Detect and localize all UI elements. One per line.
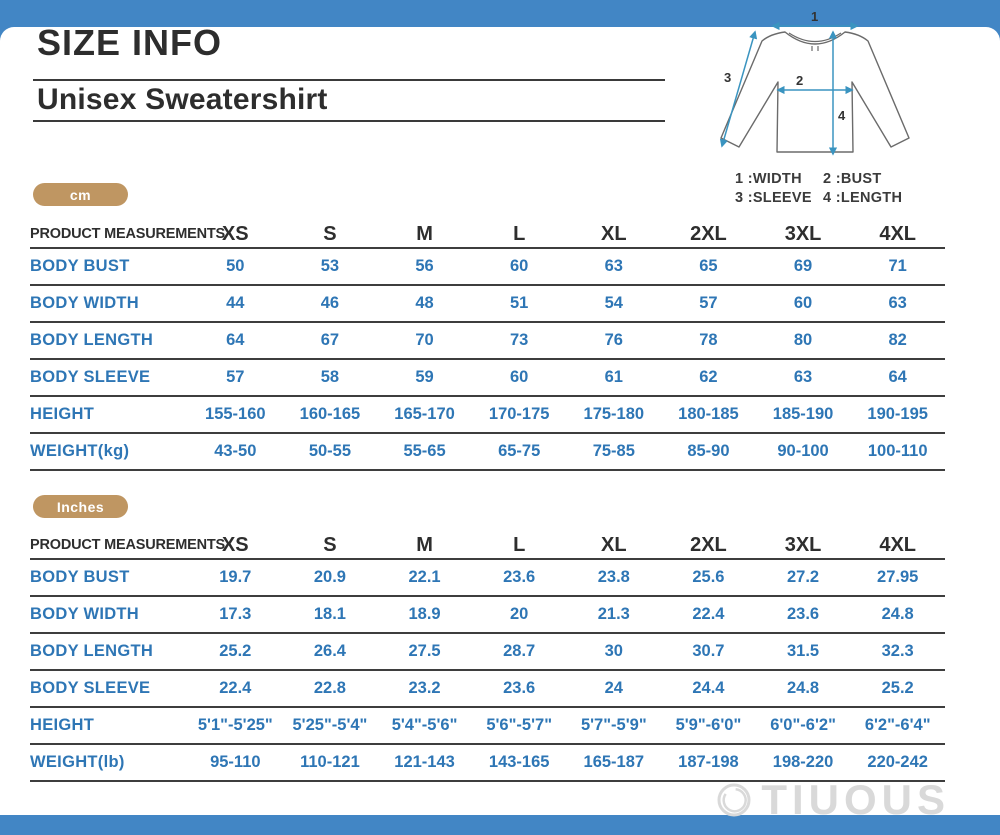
measurement-value: 53 — [320, 257, 340, 275]
measurement-value: 23.8 — [597, 568, 630, 586]
marker-label-width: 1 — [811, 10, 819, 24]
measurement-value: 56 — [415, 257, 434, 275]
measurement-value: 6'2"-6'4" — [864, 716, 931, 734]
size-table-cm — [30, 221, 945, 471]
size-column-header: XL — [601, 533, 627, 556]
marker-label-bust: 2 — [796, 73, 804, 88]
measurement-value: 23.6 — [787, 605, 820, 623]
measurement-value: 175-180 — [583, 405, 645, 423]
row-label: HEIGHT — [30, 716, 95, 734]
size-column-header: 3XL — [784, 222, 822, 245]
measurement-value: 25.6 — [692, 568, 725, 586]
measurement-value: 6'0"-6'2" — [770, 716, 836, 734]
size-column-header: XL — [601, 222, 627, 245]
measurement-value: 100-110 — [867, 442, 928, 460]
measurement-value: 24.8 — [787, 679, 820, 697]
measurement-value: 22.4 — [692, 605, 725, 623]
size-column-header: L — [513, 533, 526, 556]
measurement-value: 48 — [415, 294, 434, 312]
measurement-value: 43-50 — [214, 442, 257, 460]
watermark-text: TIUOUS — [761, 776, 950, 823]
measurement-value: 5'6"-5'7" — [486, 716, 553, 734]
measurement-value: 63 — [793, 368, 813, 386]
row-label: BODY BUST — [30, 257, 130, 275]
measurement-value: 185-190 — [772, 405, 834, 423]
measurement-value: 80 — [793, 331, 813, 349]
measurement-value: 220-242 — [867, 753, 928, 771]
table-row — [30, 634, 945, 671]
measurement-value: 32.3 — [881, 642, 914, 660]
measurement-value: 187-198 — [678, 753, 739, 771]
measurement-value: 26.4 — [313, 642, 346, 660]
size-column-header: XS — [221, 533, 249, 556]
legend-item-bust: 2 :BUST — [823, 171, 882, 187]
title-divider — [33, 79, 665, 81]
measurement-value: 58 — [320, 368, 340, 386]
row-label: BODY SLEEVE — [30, 679, 151, 697]
measurement-value: 24.8 — [881, 605, 914, 623]
measurement-value: 18.1 — [313, 605, 346, 623]
measurement-value: 57 — [699, 294, 718, 312]
watermark-logo-icon — [715, 781, 753, 819]
measurement-value: 90-100 — [777, 442, 829, 460]
corner-header-label: PRODUCT MEASUREMENTS — [30, 226, 225, 242]
measurement-value: 70 — [415, 331, 434, 349]
measurement-value: 60 — [510, 368, 529, 386]
diagram-legend — [735, 171, 902, 206]
measurement-value: 75-85 — [592, 442, 635, 460]
measurement-value: 5'25"-5'4" — [292, 716, 368, 734]
measurement-value: 64 — [226, 331, 245, 349]
measurement-value: 5'4"-5'6" — [391, 716, 458, 734]
row-label: BODY WIDTH — [30, 294, 140, 312]
measurement-value: 165-170 — [394, 405, 455, 423]
measurement-value: 155-160 — [205, 405, 266, 423]
table-row — [30, 360, 945, 397]
measurement-value: 46 — [320, 294, 340, 312]
unit-badge-inches: Inches — [33, 495, 128, 518]
measurement-value: 110-121 — [300, 753, 360, 771]
table-row — [30, 434, 945, 471]
measurement-value: 19.7 — [219, 568, 252, 586]
measurement-value: 5'1"-5'25" — [197, 716, 273, 734]
row-label: WEIGHT(lb) — [30, 753, 125, 771]
measurement-value: 170-175 — [488, 405, 550, 423]
sweater-measurement-diagram — [690, 10, 940, 170]
row-label: BODY LENGTH — [30, 642, 154, 660]
legend-item-width: 1 :WIDTH — [735, 171, 802, 187]
measurement-value: 17.3 — [219, 605, 252, 623]
measurement-value: 198-220 — [772, 753, 834, 771]
table-row — [30, 323, 945, 360]
size-column-header: M — [416, 533, 433, 556]
measurement-value: 85-90 — [687, 442, 730, 460]
table-row — [30, 397, 945, 434]
size-column-header: 3XL — [784, 533, 822, 556]
measurement-value: 60 — [793, 294, 813, 312]
table-row — [30, 286, 945, 323]
size-column-header: L — [513, 222, 526, 245]
size-column-header: S — [323, 222, 337, 245]
measurement-value: 71 — [888, 257, 907, 275]
corner-header-label: PRODUCT MEASUREMENTS — [30, 537, 225, 553]
measurement-value: 28.7 — [503, 642, 536, 660]
size-column-header: S — [323, 533, 337, 556]
measurement-value: 73 — [510, 331, 529, 349]
size-column-header: 4XL — [879, 222, 917, 245]
measurement-value: 22.4 — [219, 679, 252, 697]
measurement-value: 57 — [226, 368, 245, 386]
measurement-value: 95-110 — [210, 753, 261, 771]
measurement-value: 22.1 — [408, 568, 441, 586]
measurement-value: 59 — [415, 368, 434, 386]
measurement-value: 24 — [604, 679, 623, 697]
row-label: BODY LENGTH — [30, 331, 154, 349]
subtitle-divider — [33, 120, 665, 122]
measurement-value: 21.3 — [597, 605, 630, 623]
table-row — [30, 560, 945, 597]
measurement-value: 65-75 — [498, 442, 541, 460]
measurement-value: 20 — [510, 605, 529, 623]
product-name: Unisex Sweatershirt — [37, 83, 328, 116]
measurement-value: 69 — [793, 257, 813, 275]
measurement-value: 22.8 — [313, 679, 346, 697]
measurement-value: 18.9 — [408, 605, 441, 623]
measurement-value: 50-55 — [308, 442, 352, 460]
measurement-value: 23.6 — [503, 568, 536, 586]
page-title: SIZE INFO — [37, 22, 223, 63]
measurement-value: 190-195 — [867, 405, 928, 423]
measurement-value: 62 — [699, 368, 718, 386]
measurement-value: 63 — [888, 294, 907, 312]
measurement-value: 121-143 — [394, 753, 455, 771]
measurement-value: 5'9"-6'0" — [675, 716, 742, 734]
measurement-value: 51 — [510, 294, 529, 312]
table-row — [30, 597, 945, 634]
row-label: BODY BUST — [30, 568, 130, 586]
measurement-value: 31.5 — [787, 642, 820, 660]
marker-label-sleeve: 3 — [724, 70, 732, 85]
measurement-value: 27.5 — [408, 642, 441, 660]
measurement-value: 165-187 — [583, 753, 645, 771]
size-column-header: M — [416, 222, 433, 245]
measurement-value: 63 — [604, 257, 623, 275]
measurement-value: 25.2 — [219, 642, 252, 660]
measurement-value: 50 — [226, 257, 245, 275]
measurement-value: 61 — [604, 368, 623, 386]
measurement-value: 30 — [604, 642, 623, 660]
measurement-value: 5'7"-5'9" — [580, 716, 647, 734]
table-header-row — [30, 532, 945, 560]
measurement-value: 27.2 — [787, 568, 820, 586]
size-column-header: 2XL — [690, 533, 727, 556]
measurement-value: 23.6 — [503, 679, 536, 697]
size-column-header: XS — [221, 222, 249, 245]
measurement-value: 82 — [888, 331, 907, 349]
measurement-value: 30.7 — [692, 642, 725, 660]
measurement-value: 25.2 — [881, 679, 914, 697]
measurement-value: 54 — [604, 294, 623, 312]
size-column-header: 2XL — [690, 222, 727, 245]
measurement-value: 20.9 — [313, 568, 346, 586]
row-label: BODY WIDTH — [30, 605, 140, 623]
size-table-inches — [30, 532, 945, 782]
measurement-value: 55-65 — [403, 442, 446, 460]
marker-label-length: 4 — [838, 108, 846, 123]
measurement-value: 67 — [320, 331, 340, 349]
measurement-value: 65 — [699, 257, 718, 275]
measurement-value: 27.95 — [877, 568, 919, 586]
row-label: BODY SLEEVE — [30, 368, 151, 386]
measurement-value: 143-165 — [488, 753, 550, 771]
row-label: WEIGHT(kg) — [30, 442, 130, 460]
table-header-row — [30, 221, 945, 249]
legend-item-length: 4 :LENGTH — [823, 190, 903, 206]
measurement-value: 44 — [226, 294, 245, 312]
measurement-value: 78 — [699, 331, 718, 349]
table-row — [30, 671, 945, 708]
measurement-value: 60 — [510, 257, 529, 275]
watermark — [715, 776, 950, 824]
measurement-value: 24.4 — [692, 679, 725, 697]
legend-item-sleeve: 3 :SLEEVE — [735, 190, 812, 206]
table-row — [30, 249, 945, 286]
row-label: HEIGHT — [30, 405, 95, 423]
measurement-value: 160-165 — [299, 405, 361, 423]
table-row — [30, 708, 945, 745]
measurement-value: 76 — [604, 331, 623, 349]
measurement-value: 64 — [888, 368, 907, 386]
measurement-value: 23.2 — [408, 679, 441, 697]
measurement-value: 180-185 — [678, 405, 739, 423]
size-column-header: 4XL — [879, 533, 917, 556]
unit-badge-cm: cm — [33, 183, 128, 206]
